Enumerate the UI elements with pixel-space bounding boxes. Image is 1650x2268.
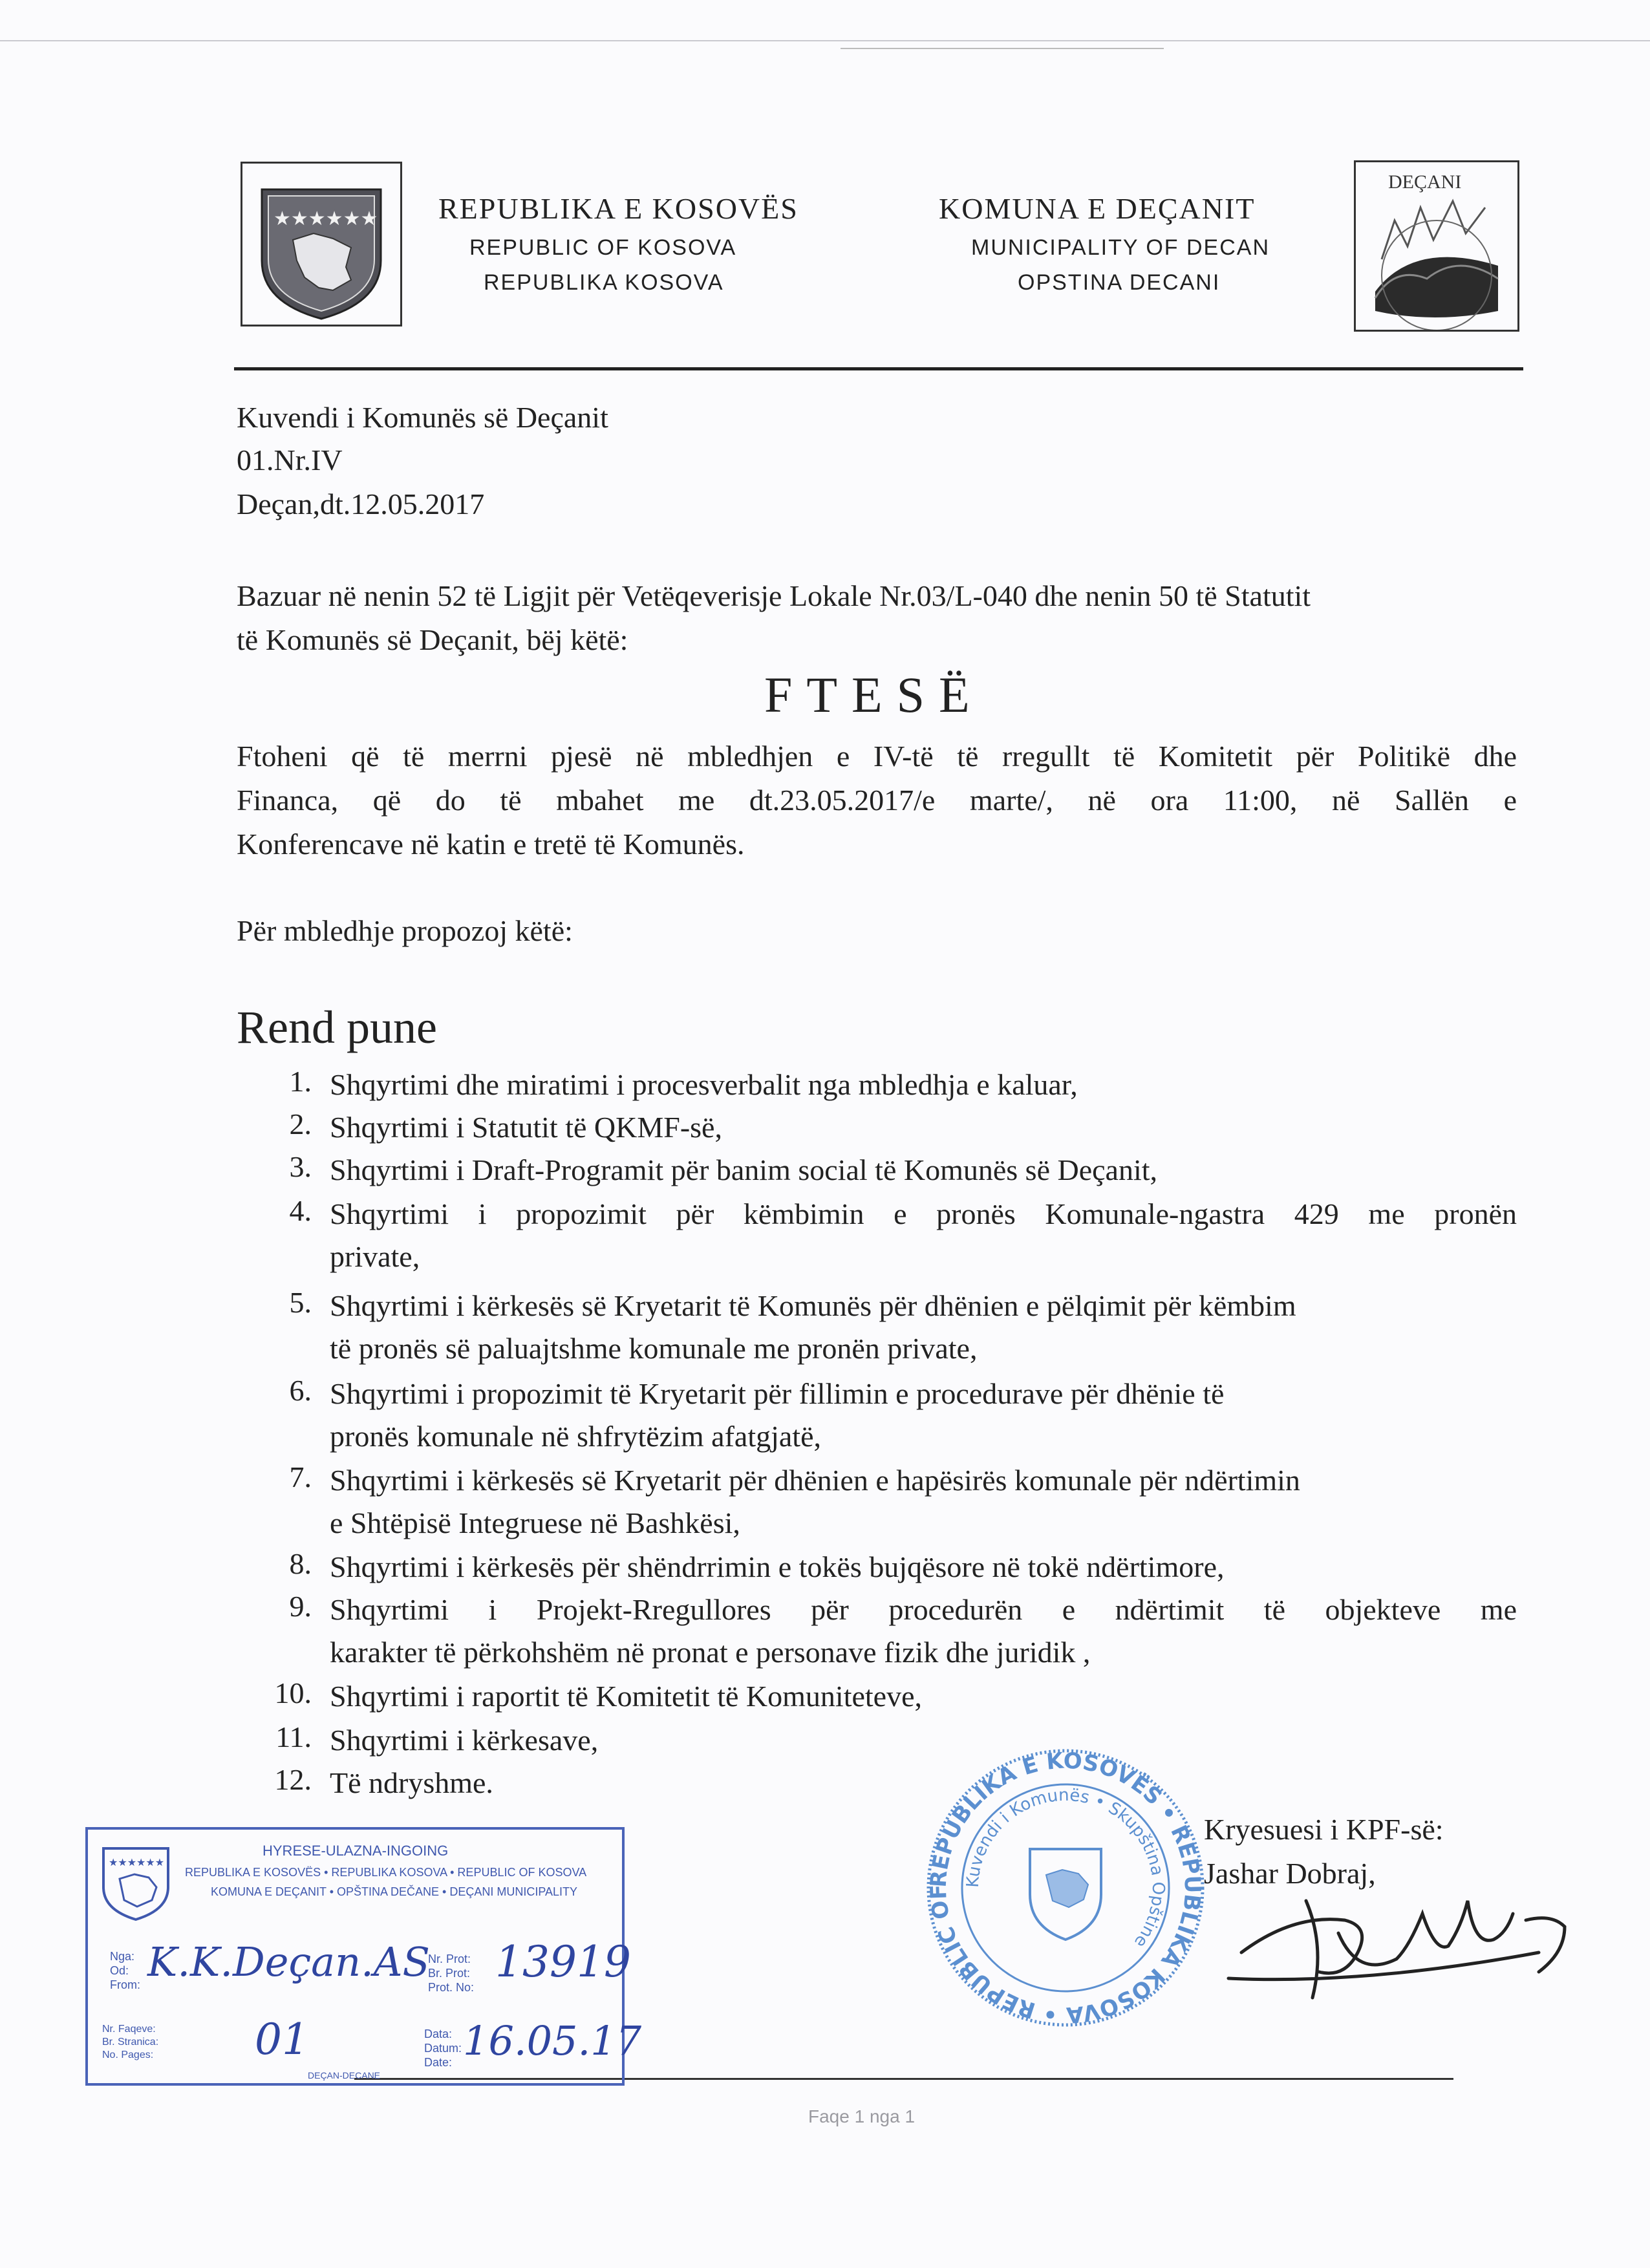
document-title: FTESË <box>764 667 984 723</box>
agenda-item-text: Shqyrtimi i propozimit për këmbimin e pronës Komunale-ngastra 429 me pronën <box>330 1197 1517 1230</box>
agenda-item-number: 8. <box>289 1547 312 1580</box>
agenda-heading: Rend pune <box>237 1001 437 1053</box>
agenda-item-number: 5. <box>289 1286 312 1319</box>
agenda-item-number: 2. <box>289 1107 312 1140</box>
invitation-line-3: Konferencave në katin e tretë të Komunës. <box>237 828 745 861</box>
page-number: Faqe 1 nga 1 <box>808 2106 916 2126</box>
registry-stamp-footer: DEÇAN-DECANE <box>308 2070 381 2081</box>
agenda-item-number: 7. <box>289 1460 312 1493</box>
from-label-en: From: <box>110 1978 140 1991</box>
agenda-item-text: Shqyrtimi i Statutit të QKMF-së, <box>330 1111 722 1144</box>
header-divider <box>234 367 1523 370</box>
legal-basis-line-2: të Komunës së Deçanit, bëj këtë: <box>237 623 628 656</box>
header-right-sub2: OPSTINA DECANI <box>1018 270 1221 295</box>
agenda-item-number: 4. <box>289 1194 312 1227</box>
pages-label-en: No. Pages: <box>102 2049 154 2060</box>
date-label-sr: Datum: <box>424 2042 462 2055</box>
svg-text:★★★★★★: ★★★★★★ <box>109 1856 165 1868</box>
agenda-item-text: Shqyrtimi i kërkesave, <box>330 1724 599 1757</box>
registry-stamp-header-3: KOMUNA E DEÇANIT • OPŠTINA DEČANE • DEÇANI MUNICIPALITY <box>211 1885 578 1898</box>
signature-scribble-icon <box>1203 1875 1616 2011</box>
date-label-en: Date: <box>424 2056 453 2069</box>
agenda-item-number: 9. <box>289 1590 312 1623</box>
agenda-item-text: Shqyrtimi i kërkesës së Kryetarit për dhënien e hapësirës komunale për ndërtimin <box>330 1464 1300 1497</box>
decan-logo-label: DEÇANI <box>1388 171 1462 193</box>
signatory-role: Kryesuesi i KPF-së: <box>1204 1813 1444 1846</box>
prot-label-en: Prot. No: <box>428 1981 475 1994</box>
place-date: Deçan,dt.12.05.2017 <box>237 487 485 520</box>
registry-crest-icon <box>97 1839 175 1923</box>
agenda-item-number: 11. <box>275 1720 312 1753</box>
agenda-item-text-cont: të pronës së paluajtshme komunale me pronën private, <box>330 1332 978 1365</box>
agenda-item-text: Shqyrtimi i propozimit të Kryetarit për fillimin e procedurave për dhënie të <box>330 1377 1225 1410</box>
handwritten-signature <box>1203 1875 1616 2011</box>
registry-stamp <box>85 1827 642 2086</box>
proposal-intro: Për mbledhje propozoj këtë: <box>237 914 573 947</box>
agenda-item-number: 1. <box>289 1065 312 1098</box>
legal-basis-line-1: Bazuar në nenin 52 të Ligjit për Vetëqeverisje Lokale Nr.03/L-040 dhe nenin 50 të Statutit <box>237 579 1311 612</box>
signatory-name: Jashar Dobraj, <box>1204 1857 1376 1890</box>
svg-text:★★★★★★: ★★★★★★ <box>273 208 378 230</box>
invitation-line-1: Ftoheni që të merrni pjesë në mbledhjen e IV-të të rregullt të Komitetit për Politikë dhe <box>237 740 1517 773</box>
agenda-item-text-cont: pronës komunale në shfrytëzim afatgjatë, <box>330 1420 821 1453</box>
kosovo-crest <box>241 162 402 326</box>
from-label-sq: Nga: <box>110 1950 135 1963</box>
agenda-item-text: Të ndryshme. <box>330 1766 493 1799</box>
svg-text:Kuvendi i Komunës • Skupština <box>963 1786 1168 1951</box>
round-stamp-outer-text: REPUBLIKA E KOSOVËS • REPUBLIKA KOSOVA • REPUBLIC OF <box>925 1748 1206 2028</box>
reference-number: 01.Nr.IV <box>237 444 343 476</box>
institution-line: Kuvendi i Komunës së Deçanit <box>237 401 608 434</box>
date-label-sq: Data: <box>424 2027 453 2040</box>
from-label-sr: Od: <box>110 1964 129 1977</box>
agenda-item-text: Shqyrtimi i Projekt-Rregullores për procedurën e ndërtimit të objekteve me <box>330 1593 1517 1626</box>
kosovo-crest-icon <box>242 164 400 325</box>
prot-label-sr: Br. Prot: <box>428 1967 471 1980</box>
registry-stamp-header-1: HYRESE-ULAZNA-INGOING <box>262 1843 449 1859</box>
registry-stamp-header-2: REPUBLIKA E KOSOVËS • REPUBLIKA KOSOVA • REPUBLIC OF KOSOVA <box>185 1866 587 1879</box>
agenda-item-text-cont: karakter të përkohshëm në pronat e personave fizik dhe juridik , <box>330 1636 1091 1669</box>
scan-top-edge <box>0 40 1650 41</box>
agenda-item-text: Shqyrtimi i kërkesës së Kryetarit të Komunës për dhënien e pëlqimit për këmbim <box>330 1289 1296 1322</box>
decan-logo-icon <box>1356 162 1517 330</box>
pages-label-sq: Nr. Faqeve: <box>102 2024 156 2035</box>
agenda-item-text: Shqyrtimi i Draft-Programit për banim social të Komunës së Deçanit, <box>330 1153 1158 1186</box>
scan-top-mark <box>841 48 1164 49</box>
agenda-item-text-cont: private, <box>330 1240 420 1273</box>
header-right-title: KOMUNA E DEÇANIT <box>939 192 1256 225</box>
prot-label-sq: Nr. Prot: <box>428 1952 471 1965</box>
round-stamp-inner-text: Kuvendi i Komunës • Skupština Opštine <box>963 1785 1168 1951</box>
header-left-sub2: REPUBLIKA KOSOVA <box>484 270 724 295</box>
agenda-item-text: Shqyrtimi i kërkesës për shëndrrimin e tokës bujqësore në tokë ndërtimore, <box>330 1550 1225 1583</box>
agenda-item-number: 10. <box>274 1676 312 1709</box>
agenda-item-number: 12. <box>274 1763 312 1796</box>
pages-label-sr: Br. Stranica: <box>102 2037 159 2048</box>
header-left-sub1: REPUBLIC OF KOSOVA <box>469 235 737 260</box>
header-left-title: REPUBLIKA E KOSOVËS <box>438 192 798 225</box>
agenda-item-text: Shqyrtimi i raportit të Komitetit të Komuniteteve, <box>330 1680 923 1713</box>
prot-value: 13919 <box>495 1937 631 1987</box>
agenda-item-text-cont: e Shtëpisë Integruese në Bashkësi, <box>330 1506 740 1539</box>
decan-logo <box>1354 160 1519 332</box>
pages-value: 01 <box>255 2015 309 2064</box>
header-right-sub1: MUNICIPALITY OF DECAN <box>971 235 1270 260</box>
agenda-item-text: Shqyrtimi dhe miratimi i procesverbalit nga mbledhja e kaluar, <box>330 1068 1078 1101</box>
date-value: 16.05.17 <box>463 2017 642 2064</box>
agenda-item-number: 6. <box>289 1374 312 1407</box>
agenda-item-number: 3. <box>289 1150 312 1183</box>
official-round-stamp <box>923 1746 1208 2030</box>
round-stamp-icon <box>923 1746 1208 2030</box>
invitation-line-2: Financa, që do të mbahet me dt.23.05.2017/e marte/, në ora 11:00, në Sallën e <box>237 784 1517 817</box>
from-value: K.K.Deçan.AS <box>147 1938 431 1985</box>
